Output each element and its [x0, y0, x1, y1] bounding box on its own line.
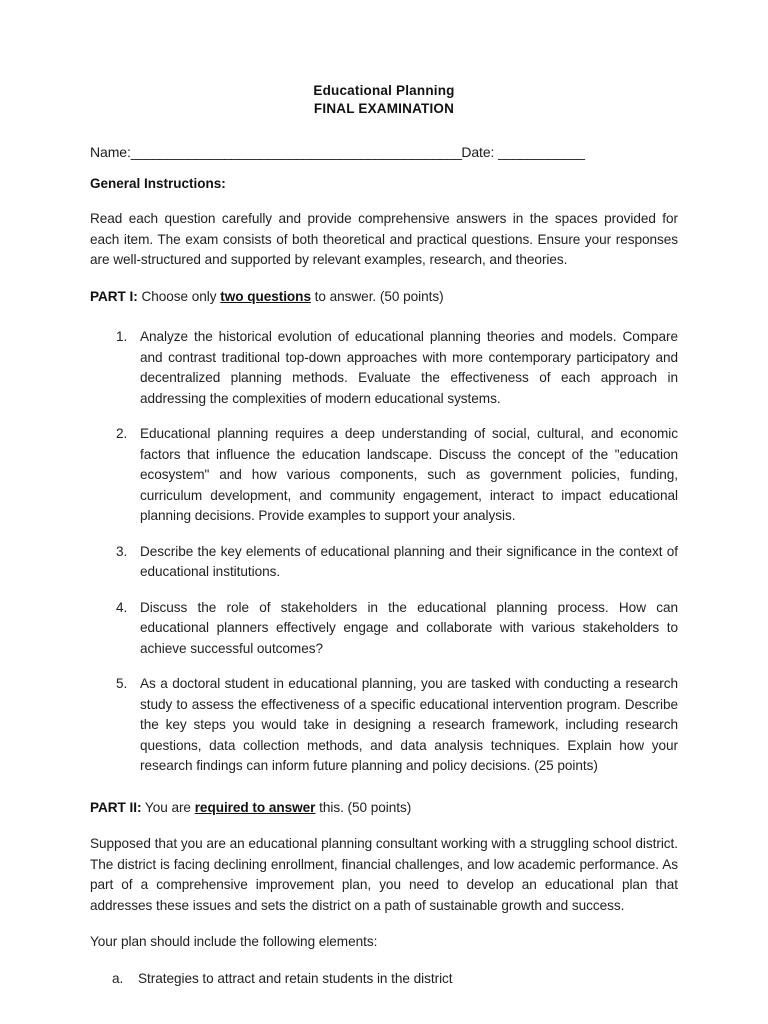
list-item-marker: a. [112, 970, 124, 986]
plan-elements-lead: Your plan should include the following elements: [90, 934, 378, 949]
part-one-emphasis: two questions [220, 288, 311, 304]
name-date-line [90, 142, 678, 162]
document-title-block [90, 82, 678, 118]
list-item-marker: 3. [116, 543, 128, 559]
list-item-text: Describe the key elements of educational planning and their significance in the context of educational institutions. [140, 543, 678, 579]
list-item-marker: 4. [116, 599, 128, 615]
list-item [90, 674, 678, 777]
plan-elements-list [90, 969, 678, 990]
part-two-lead-after: this. (50 points) [315, 799, 412, 815]
list-item [90, 969, 678, 990]
document-content [90, 82, 678, 999]
part-two-lead-before: You are [141, 799, 195, 815]
list-item-text: As a doctoral student in educational planning, you are tasked with conducting a research study to assess the effectiveness of a specific educational intervention program. Describe the key steps you would take in designing a research framework, including research questions, data collection methods, and data analysis techniques. Explain how your research findings can inform future planning and policy decisions. (25 points) [140, 676, 678, 773]
part-two-label: PART II: [90, 799, 142, 815]
date-label: Date: [461, 144, 499, 160]
list-item [90, 424, 678, 527]
list-item [90, 598, 678, 660]
part-one-lead [90, 287, 678, 308]
page-title: Educational Planning [313, 83, 455, 98]
name-input-rule[interactable]: ______________________________________________ [130, 144, 462, 160]
part-one-label: PART I: [90, 288, 138, 304]
part-one-lead-after: to answer. (50 points) [310, 288, 444, 304]
list-item [90, 542, 678, 583]
part-two-scenario: Supposed that you are an educational planning consultant working with a struggling school district. The district is facing declining enrollment, financial challenges, and low academic performance. As part of a comprehensive improvement plan, you need to develop an educational plan that addresses these issues and sets the district on a path of sustainable growth and success. [90, 836, 678, 913]
list-item-marker: 2. [116, 426, 128, 441]
list-item-text: Discuss the role of stakeholders in the educational planning process. How can educational planners effectively engage and collaborate with various stakeholders to achieve successful outcomes? [140, 599, 678, 656]
list-item-text: Educational planning requires a deep understanding of social, cultural, and economic factors that influence the education landscape. Discuss the concept of the "education ecosystem" and how various components, such as government policies, funding, curriculum development, and community engagement, interact to impact educational planning decisions. Provide examples to support your analysis. [140, 426, 678, 523]
part-two-lead [90, 798, 678, 819]
page-subtitle: FINAL EXAMINATION [313, 101, 455, 116]
part-two-emphasis: required to answer [194, 799, 316, 815]
part-one-lead-before: Choose only [137, 288, 221, 304]
list-item-marker: 1. [116, 329, 128, 344]
date-input-rule[interactable]: ____________ [498, 144, 585, 160]
list-item-text: Strategies to attract and retain students in the district [138, 970, 453, 986]
list-item-marker: 5. [116, 676, 128, 691]
list-item [90, 327, 678, 409]
list-item-text: Analyze the historical evolution of educational planning theories and models. Compare and contrast traditional top-down approaches with more contemporary participatory and decentralized planning methods. Evaluate the effectiveness of each approach in addressing the complexities of modern educational systems. [140, 329, 678, 406]
name-label: Name: [90, 144, 131, 160]
general-instructions-body: Read each question carefully and provide comprehensive answers in the spaces provided for each item. The exam consists of both theoretical and practical questions. Ensure your responses are well-structured and supported by relevant examples, research, and theories. [90, 211, 678, 267]
part-one-question-list [90, 327, 678, 777]
general-instructions-heading: General Instructions: [90, 176, 226, 191]
